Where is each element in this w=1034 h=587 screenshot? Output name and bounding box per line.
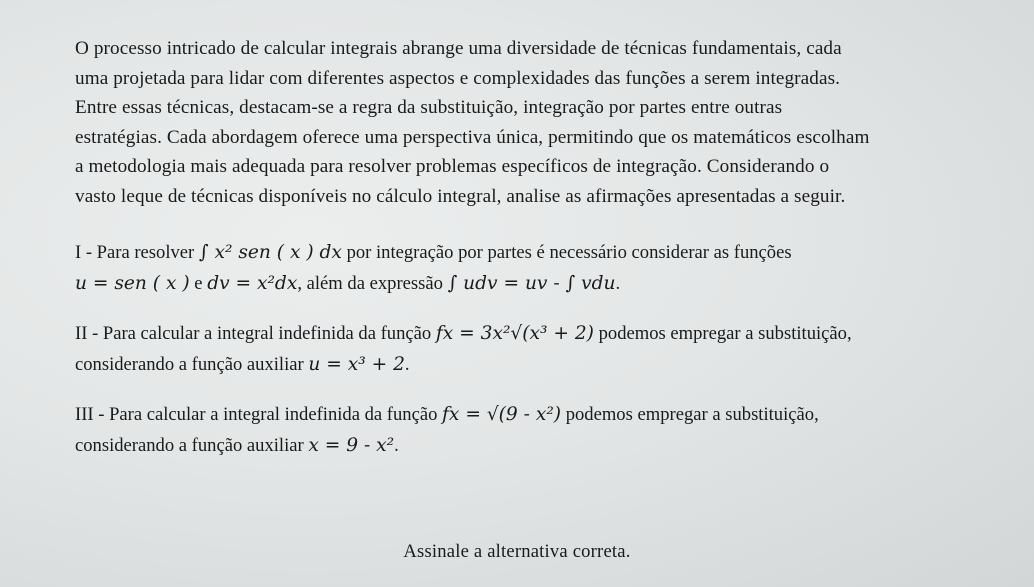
statement-ii-text-2: considerando a função auxiliar — [75, 353, 309, 375]
statement-iii — [75, 399, 1015, 461]
intro-line: uma projetada para lidar com diferentes aspectos e complexidades das funções a serem integradas. — [75, 67, 841, 89]
statement-iii-text: podemos empregar a substituição, — [565, 403, 819, 425]
intro-line: O processo intricado de calcular integrais abrange uma diversidade de técnicas fundamentais, cada — [75, 38, 842, 59]
statement-iii-text-2: considerando a função auxiliar — [75, 434, 309, 456]
statement-iii-prefix: III - Para calcular a integral indefinida da função — [75, 403, 443, 425]
intro-line: Entre essas técnicas, destacam-se a regra da substituição, integração por partes entre outras — [75, 97, 783, 119]
statement-ii-text: podemos empregar a substituição, — [598, 322, 852, 344]
statement-i-u-definition: u = sen ( x ) — [75, 272, 190, 294]
intro-line: a metodologia mais adequada para resolver problemas específicos de integração. Considerando o — [75, 156, 830, 178]
statement-i-prefix: I - Para resolver — [75, 241, 199, 263]
intro-line: vasto leque de técnicas disponíveis no cálculo integral, analise as afirmações apresentadas a seguir. — [75, 185, 846, 207]
statement-i — [75, 237, 1015, 299]
question-content — [75, 34, 1015, 461]
intro-paragraph — [75, 34, 1015, 212]
statement-i-end: . — [615, 272, 621, 294]
statement-i-text-2: , além da expressão — [297, 272, 448, 294]
statement-iii-line-2 — [75, 430, 1015, 461]
statement-i-integral: ∫ x² sen ( x ) dx — [198, 241, 342, 263]
statement-ii — [75, 318, 1015, 380]
statement-iii-function: fx = √(9 - x²) — [442, 403, 562, 425]
statement-ii-line-1 — [75, 318, 1015, 349]
statement-ii-end: . — [404, 353, 410, 375]
statement-iii-line-1 — [75, 399, 1015, 430]
statement-iii-aux-function: x = 9 - x² — [308, 434, 395, 456]
statement-iii-end: . — [394, 434, 399, 456]
statement-i-line-2 — [75, 268, 1015, 299]
instruction-footer: Assinale a alternativa correta. — [403, 541, 631, 562]
intro-line: estratégias. Cada abordagem oferece uma perspectiva única, permitindo que os matemáticos escolham — [75, 126, 870, 148]
statement-i-line-1 — [75, 237, 1015, 268]
statement-ii-function: fx = 3x²√(x³ + 2) — [435, 322, 594, 344]
statement-i-formula: ∫ udv = uv - ∫ vdu — [447, 272, 616, 294]
statement-i-text: por integração por partes é necessário considerar as funções — [346, 241, 792, 263]
statement-ii-aux-function: u = x³ + 2 — [308, 353, 405, 375]
statement-ii-line-2 — [75, 349, 1015, 380]
statement-ii-prefix: II - Para calcular a integral indefinida da função — [75, 322, 436, 344]
statement-i-dv-definition: dv = x²dx — [207, 272, 298, 294]
statement-i-and: e — [189, 272, 208, 294]
